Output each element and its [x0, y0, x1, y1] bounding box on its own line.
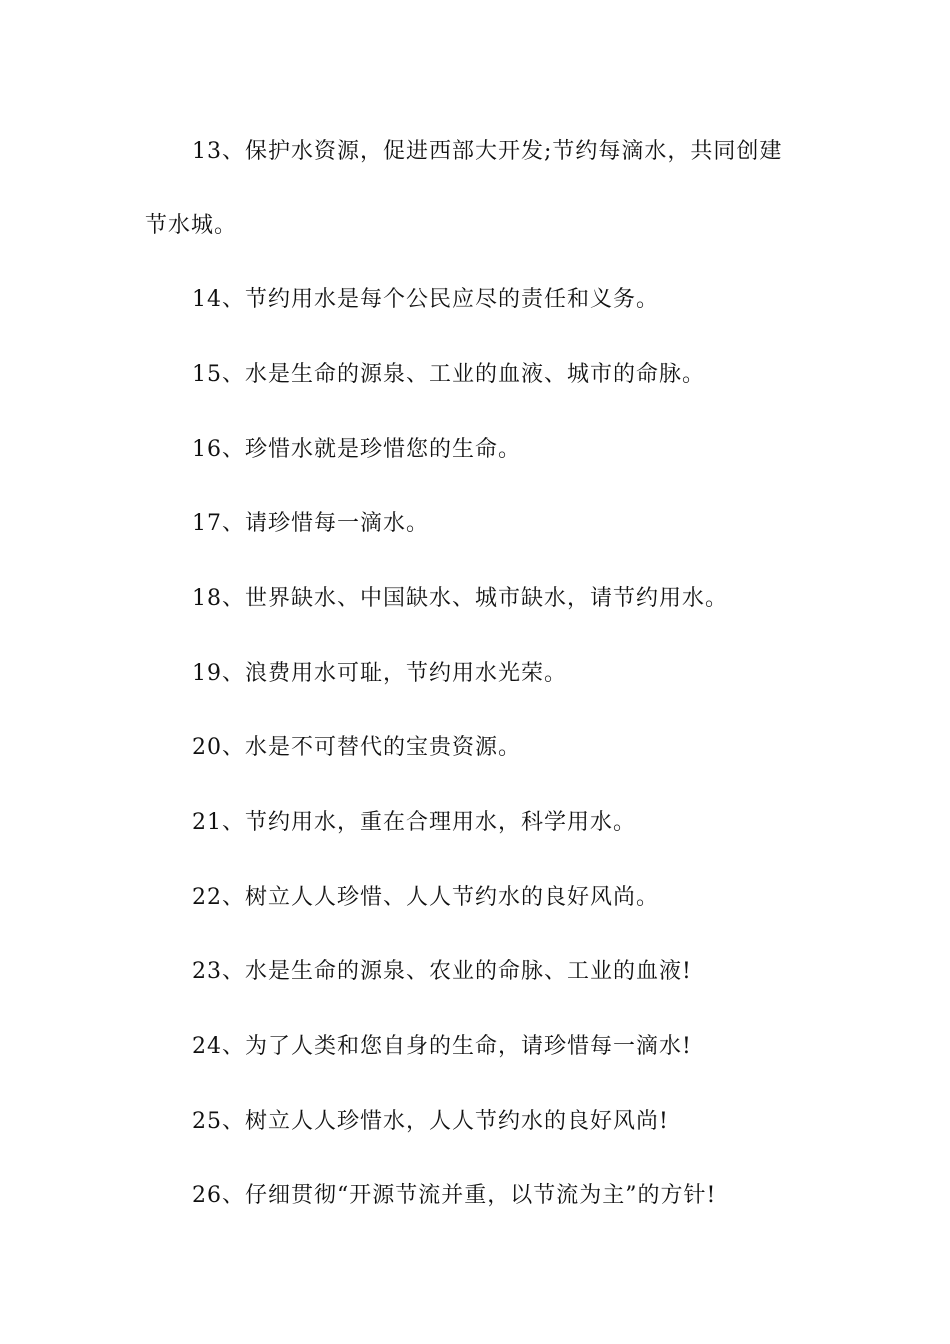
slogan-24: 24、为了人类和您自身的生命，请珍惜每一滴水! [192, 1034, 692, 1059]
slogan-18: 18、世界缺水、中国缺水、城市缺水，请节约用水。 [192, 586, 728, 611]
slogan-20: 20、水是不可替代的宝贵资源。 [192, 735, 521, 760]
slogan-15: 15、水是生命的源泉、工业的血液、城市的命脉。 [192, 362, 705, 387]
slogan-13-first-line: 13、保护水资源，促进西部大开发;节约每滴水，共同创建 [192, 139, 783, 164]
slogan-17: 17、请珍惜每一滴水。 [192, 511, 429, 536]
slogan-21: 21、节约用水，重在合理用水，科学用水。 [192, 810, 636, 835]
slogan-22: 22、树立人人珍惜、人人节约水的良好风尚。 [192, 885, 659, 910]
slogan-25: 25、树立人人珍惜水，人人节约水的良好风尚! [192, 1109, 669, 1134]
slogan-23: 23、水是生命的源泉、农业的命脉、工业的血液! [192, 959, 692, 984]
slogan-19: 19、浪费用水可耻，节约用水光荣。 [192, 661, 567, 686]
slogan-16: 16、珍惜水就是珍惜您的生命。 [192, 437, 521, 462]
slogan-13-continuation: 节水城。 [145, 213, 238, 238]
slogan-26: 26、仔细贯彻“开源节流并重，以节流为主”的方针! [192, 1183, 717, 1208]
slogan-14: 14、节约用水是每个公民应尽的责任和义务。 [192, 287, 659, 312]
